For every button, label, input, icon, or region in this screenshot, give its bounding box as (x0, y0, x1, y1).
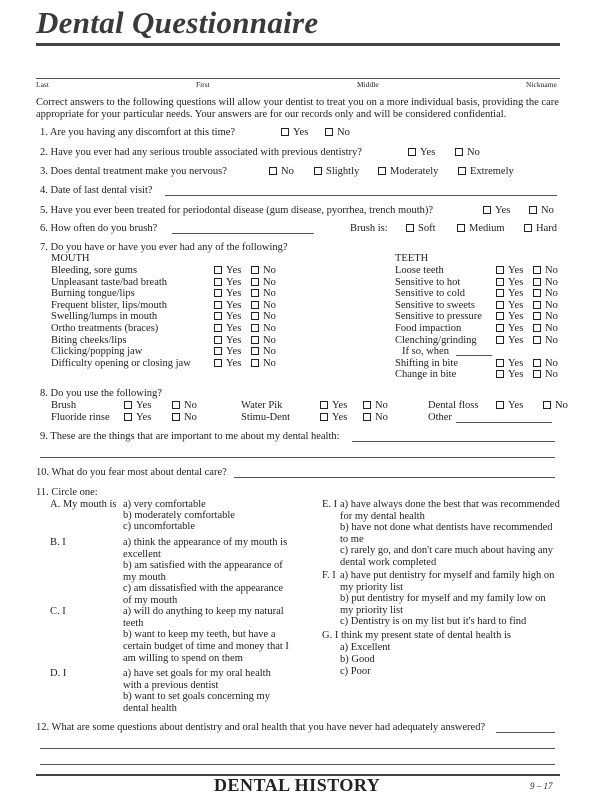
teeth-yes-option[interactable]: Yes (496, 311, 523, 323)
q11-a-option[interactable]: b) moderately comfortable (123, 510, 235, 521)
checkbox[interactable] (251, 278, 259, 286)
checkbox[interactable] (314, 167, 322, 175)
fluoride-no-option[interactable]: No (172, 412, 197, 424)
mouth-no-option[interactable]: No (251, 277, 276, 289)
name-field-line[interactable] (36, 78, 560, 79)
q3-option-no[interactable]: No (269, 166, 294, 178)
q5-text: 5. Have you ever been treated for periodontal disease (gum disease, pyorrhea, trench mouth)? (40, 205, 434, 216)
intro-text: Correct answers to the following questions will allow your dentist to treat you on a more individual basis, providing the care appropriate for your particular needs. Your answers are for our records only and will be considered confidential. (36, 97, 559, 120)
stimudent-yes-option[interactable]: Yes (320, 412, 347, 424)
checkbox[interactable] (214, 312, 222, 320)
checkbox[interactable] (214, 336, 222, 344)
checkbox[interactable] (524, 224, 532, 232)
q2-no-option[interactable]: No (455, 147, 480, 159)
q12-answer-line[interactable] (496, 732, 555, 733)
q1-no-option[interactable]: No (325, 127, 350, 139)
q11-c-option[interactable]: b) want to keep my teeth, but have a certain budget of time and money that I am willing to spend on them (123, 629, 289, 664)
teeth-item: Sensitive to pressure (395, 311, 482, 323)
teeth-item: Loose teeth (395, 265, 444, 276)
q5-yes-option[interactable]: Yes (483, 205, 510, 217)
q5-no-option[interactable]: No (529, 205, 554, 217)
mouth-item: Biting cheeks/lips (51, 334, 127, 346)
if-so-when-label: If so, when (402, 346, 449, 358)
mouth-no-option[interactable]: No (251, 358, 276, 370)
teeth-yes-option[interactable]: Yes (496, 300, 523, 312)
checkbox[interactable] (496, 266, 504, 274)
q11-b-option[interactable]: c) am dissatisfied with the appearance of my mouth (123, 583, 284, 606)
teeth-yes-option[interactable]: Yes (496, 288, 523, 300)
teeth-no-option[interactable]: No (533, 311, 558, 323)
checkbox[interactable] (533, 359, 541, 367)
teeth-yes-option[interactable]: Yes (496, 323, 523, 335)
other-label: Other (428, 412, 452, 423)
q11-g-option[interactable]: b) Good (340, 654, 375, 665)
q11-g-label: G. I think my present state of dental health is (322, 630, 511, 641)
checkbox[interactable] (251, 336, 259, 344)
footer-title: DENTAL HISTORY (214, 775, 381, 795)
checkbox[interactable] (214, 359, 222, 367)
floss-no-option[interactable]: No (543, 400, 568, 412)
if-so-when-line[interactable] (456, 355, 492, 356)
q11-a-option[interactable]: c) uncomfortable (123, 521, 196, 532)
q11-a-option[interactable]: a) very comfortable (123, 499, 206, 510)
checkbox[interactable] (251, 347, 259, 355)
mouth-item: Difficulty opening or closing jaw (51, 357, 191, 369)
q12-answer-line[interactable] (40, 748, 555, 749)
q2-yes-option[interactable]: Yes (408, 147, 435, 159)
teeth-item: Sensitive to hot (395, 276, 461, 288)
checkbox[interactable] (496, 278, 504, 286)
checkbox[interactable] (214, 266, 222, 274)
q11-f-option[interactable]: b) put dentistry for myself and my family low on my priority list (340, 593, 546, 616)
checkbox[interactable] (533, 336, 541, 344)
teeth-no-option[interactable]: No (533, 369, 558, 381)
checkbox[interactable] (214, 324, 222, 332)
q11-f-label: F. I (322, 570, 336, 581)
teeth-item: Sensitive to cold (395, 288, 465, 300)
checkbox[interactable] (214, 347, 222, 355)
teeth-no-option[interactable]: No (533, 277, 558, 289)
q11-f-option[interactable]: c) Dentistry is on my list but it's hard to find (340, 616, 527, 627)
q11-b-option[interactable]: b) am satisfied with the appearance of my mouth (123, 560, 283, 583)
q6-brush-is-label: Brush is: (350, 223, 388, 234)
teeth-item: Food impaction (395, 323, 462, 334)
checkbox[interactable] (533, 289, 541, 297)
checkbox[interactable] (496, 324, 504, 332)
teeth-yes-option[interactable]: Yes (496, 358, 523, 370)
q1-yes-option[interactable]: Yes (281, 127, 308, 139)
q3-text: 3. Does dental treatment make you nervous? (40, 166, 227, 177)
q10-text: 10. What do you fear most about dental care? (36, 467, 227, 478)
checkbox[interactable] (408, 148, 416, 156)
mouth-item: Burning tongue/lips (51, 288, 135, 300)
q11-d-option[interactable]: b) want to set goals concerning my dental health (123, 691, 270, 714)
page-title: Dental Questionnaire (36, 5, 319, 40)
mouth-no-option[interactable]: No (251, 335, 276, 347)
checkbox[interactable] (325, 128, 333, 136)
checkbox[interactable] (172, 401, 180, 409)
mouth-yes-option[interactable]: Yes (214, 288, 241, 300)
first-name-label: First (196, 80, 210, 89)
checkbox[interactable] (363, 413, 371, 421)
checkbox[interactable] (533, 278, 541, 286)
checkbox[interactable] (172, 413, 180, 421)
mouth-yes-option[interactable]: Yes (214, 346, 241, 358)
mouth-yes-option[interactable]: Yes (214, 323, 241, 335)
q11-c-label: C. I (50, 606, 66, 617)
mouth-no-option[interactable]: No (251, 265, 276, 277)
q11-g-option[interactable]: a) Excellent (340, 642, 391, 653)
mouth-yes-option[interactable]: Yes (214, 265, 241, 277)
checkbox[interactable] (269, 167, 277, 175)
q3-option-moderately[interactable]: Moderately (378, 166, 438, 178)
checkbox[interactable] (496, 370, 504, 378)
checkbox[interactable] (533, 266, 541, 274)
q9-answer-line[interactable] (40, 457, 555, 458)
checkbox[interactable] (251, 324, 259, 332)
fluoride-label: Fluoride rinse (51, 412, 110, 423)
checkbox[interactable] (281, 128, 289, 136)
mouth-item: Ortho treatments (braces) (51, 323, 159, 334)
nickname-label: Nickname (526, 80, 557, 89)
mouth-item: Unpleasant taste/bad breath (51, 276, 168, 288)
stimudent-label: Stimu-Dent (241, 412, 290, 423)
checkbox[interactable] (378, 167, 386, 175)
q8-text: 8. Do you use the following? (40, 388, 162, 399)
checkbox[interactable] (543, 401, 551, 409)
teeth-no-option[interactable]: No (533, 288, 558, 300)
brush-no-option[interactable]: No (172, 400, 197, 412)
q2-text: 2. Have you ever had any serious trouble associated with previous dentistry? (40, 147, 362, 158)
checkbox[interactable] (363, 401, 371, 409)
q3-option-slightly[interactable]: Slightly (314, 166, 359, 178)
mouth-yes-option[interactable]: Yes (214, 335, 241, 347)
checkbox[interactable] (455, 148, 463, 156)
teeth-no-option[interactable]: No (533, 335, 558, 347)
mouth-yes-option[interactable]: Yes (214, 300, 241, 312)
checkbox[interactable] (496, 289, 504, 297)
waterpik-label: Water Pik (241, 400, 283, 411)
teeth-no-option[interactable]: No (533, 358, 558, 370)
checkbox[interactable] (496, 359, 504, 367)
mouth-no-option[interactable]: No (251, 323, 276, 335)
q11-b-option[interactable]: a) think the appearance of my mouth is excellent (123, 537, 288, 560)
q6-option-medium[interactable]: Medium (457, 223, 505, 235)
checkbox[interactable] (214, 301, 222, 309)
checkbox[interactable] (214, 289, 222, 297)
q11-d-option[interactable]: a) have set goals for my oral health with a previous dentist (123, 668, 271, 691)
brush-yes-option[interactable]: Yes (124, 400, 151, 412)
checkbox[interactable] (496, 301, 504, 309)
q6-option-soft[interactable]: Soft (406, 223, 436, 235)
teeth-header: TEETH (395, 253, 429, 264)
mouth-no-option[interactable]: No (251, 300, 276, 312)
q4-text: 4. Date of last dental visit? (40, 185, 153, 196)
q4-answer-line[interactable] (165, 195, 557, 196)
mouth-yes-option[interactable]: Yes (214, 311, 241, 323)
mouth-item: Frequent blister, lips/mouth (51, 299, 167, 311)
q11-g-option[interactable]: c) Poor (340, 666, 371, 677)
brush-label: Brush (51, 400, 77, 411)
q10-answer-line[interactable] (234, 477, 555, 478)
middle-name-label: Middle (357, 80, 379, 89)
q11-b-label: B. I (50, 537, 66, 548)
mouth-no-option[interactable]: No (251, 311, 276, 323)
checkbox[interactable] (251, 266, 259, 274)
checkbox[interactable] (251, 289, 259, 297)
teeth-yes-option[interactable]: Yes (496, 335, 523, 347)
checkbox[interactable] (251, 301, 259, 309)
checkbox[interactable] (320, 401, 328, 409)
checkbox[interactable] (533, 324, 541, 332)
waterpik-no-option[interactable]: No (363, 400, 388, 412)
q6-text: 6. How often do you brush? (40, 223, 158, 234)
stimudent-no-option[interactable]: No (363, 412, 388, 424)
q11-a-label: A. My mouth is (50, 499, 117, 510)
checkbox[interactable] (214, 278, 222, 286)
q7-text: 7. Do you have or have you ever had any of the following? (40, 242, 288, 253)
fluoride-yes-option[interactable]: Yes (124, 412, 151, 424)
mouth-header: MOUTH (51, 253, 90, 264)
q6-answer-line[interactable] (172, 233, 314, 234)
teeth-no-option[interactable]: No (533, 265, 558, 277)
checkbox[interactable] (496, 312, 504, 320)
mouth-item: Bleeding, sore gums (51, 265, 138, 276)
title-rule (36, 43, 560, 46)
checkbox[interactable] (406, 224, 414, 232)
q3-option-extremely[interactable]: Extremely (458, 166, 514, 178)
q11-text: 11. Circle one: (36, 487, 98, 498)
checkbox[interactable] (320, 413, 328, 421)
q11-c-option[interactable]: a) will do anything to keep my natural teeth (123, 606, 284, 629)
checkbox[interactable] (458, 167, 466, 175)
mouth-no-option[interactable]: No (251, 288, 276, 300)
q12-answer-line[interactable] (40, 764, 555, 765)
last-name-label: Last (36, 80, 49, 89)
q11-f-option[interactable]: a) have put dentistry for myself and family high on my priority list (340, 570, 555, 593)
teeth-item: Shifting in bite (395, 357, 458, 369)
teeth-item: Change in bite (395, 369, 457, 381)
q9-text: 9. These are the things that are important to me about my dental health: (40, 431, 340, 442)
mouth-yes-option[interactable]: Yes (214, 277, 241, 289)
q9-answer-line[interactable] (352, 441, 555, 442)
checkbox[interactable] (251, 359, 259, 367)
floss-label: Dental floss (428, 400, 479, 411)
mouth-item: Swelling/lumps in mouth (51, 311, 158, 323)
checkbox[interactable] (533, 301, 541, 309)
checkbox[interactable] (533, 312, 541, 320)
mouth-yes-option[interactable]: Yes (214, 358, 241, 370)
waterpik-yes-option[interactable]: Yes (320, 400, 347, 412)
teeth-yes-option[interactable]: Yes (496, 277, 523, 289)
checkbox[interactable] (529, 206, 537, 214)
floss-yes-option[interactable]: Yes (496, 400, 523, 412)
teeth-yes-option[interactable]: Yes (496, 265, 523, 277)
checkbox[interactable] (124, 401, 132, 409)
checkbox[interactable] (496, 336, 504, 344)
other-answer-line[interactable] (456, 422, 552, 423)
mouth-no-option[interactable]: No (251, 346, 276, 358)
page-number: 9 – 17 (530, 781, 553, 791)
teeth-yes-option[interactable]: Yes (496, 369, 523, 381)
teeth-item: Sensitive to sweets (395, 299, 475, 311)
q11-d-label: D. I (50, 668, 67, 679)
checkbox[interactable] (251, 312, 259, 320)
checkbox[interactable] (496, 401, 504, 409)
q12-text: 12. What are some questions about dentistry and oral health that you have never had adequately answered? (36, 722, 486, 733)
q1-text: 1. Are you having any discomfort at this time? (40, 127, 236, 138)
teeth-item: Clenching/grinding (395, 334, 477, 346)
checkbox[interactable] (533, 370, 541, 378)
checkbox[interactable] (457, 224, 465, 232)
checkbox[interactable] (483, 206, 491, 214)
q11-e-option[interactable]: c) rarely go, and don't care much about having any dental work completed (340, 545, 553, 568)
teeth-no-option[interactable]: No (533, 323, 558, 335)
q11-e-label: E. I (322, 499, 338, 510)
mouth-item: Clicking/popping jaw (51, 346, 143, 358)
checkbox[interactable] (124, 413, 132, 421)
teeth-no-option[interactable]: No (533, 300, 558, 312)
q6-option-hard[interactable]: Hard (524, 223, 557, 235)
q11-e-option[interactable]: a) have always done the best that was recommended for my dental health (340, 499, 560, 522)
q11-e-option[interactable]: b) have not done what dentists have recommended to me (340, 522, 553, 545)
